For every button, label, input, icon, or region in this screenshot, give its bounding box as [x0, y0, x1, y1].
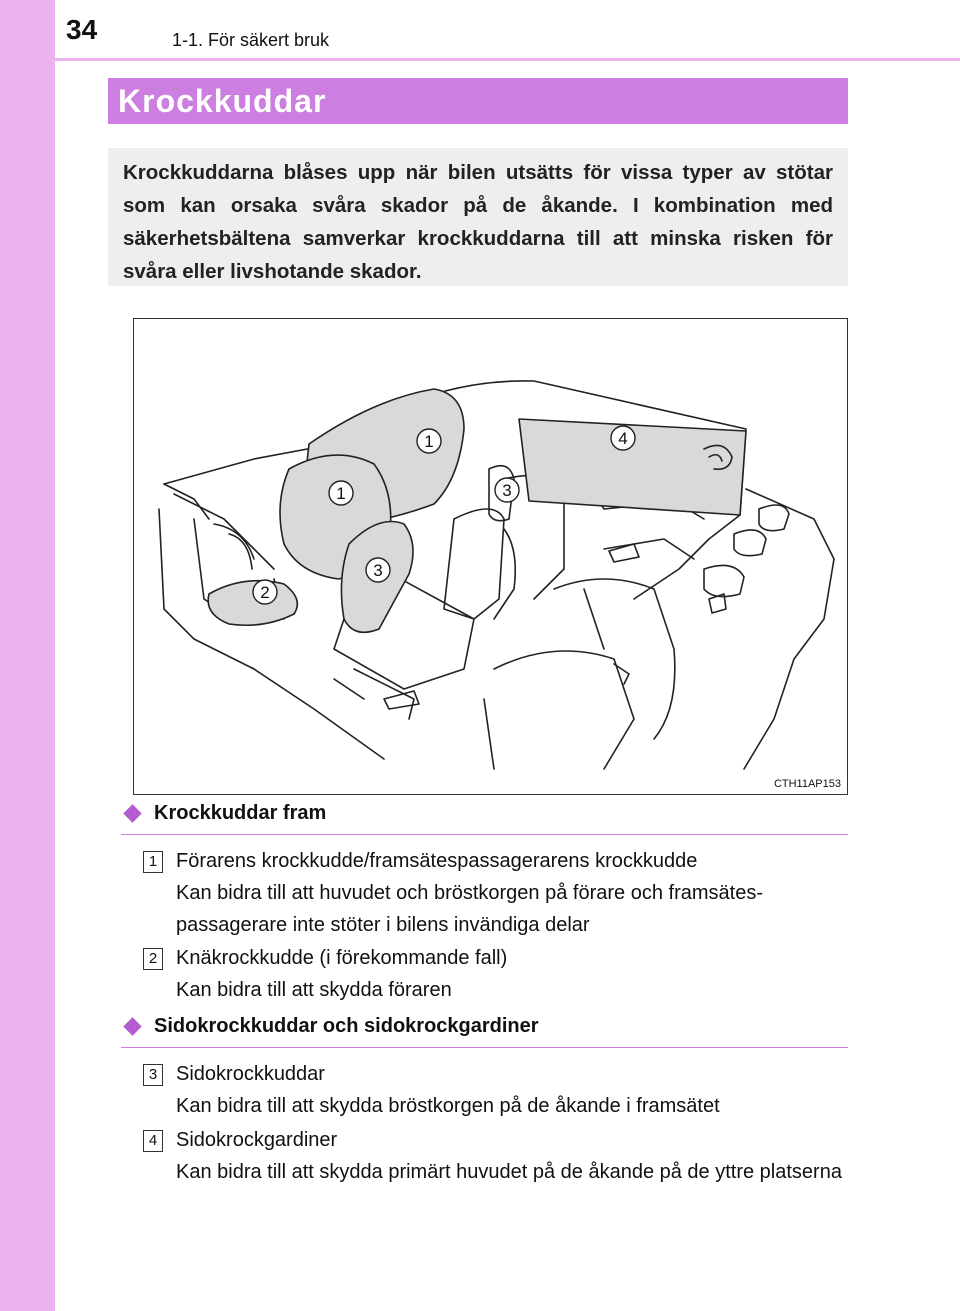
svg-text:3: 3	[373, 561, 383, 580]
subheading-title: Krockkuddar fram	[154, 802, 327, 824]
diamond-icon	[123, 1017, 141, 1035]
item-number-badge: 2	[143, 948, 163, 970]
svg-text:4: 4	[618, 429, 628, 448]
side-tab-strip	[0, 0, 55, 1311]
list-item	[176, 942, 856, 1006]
list-item	[176, 1124, 856, 1188]
item-number-badge: 1	[143, 851, 163, 873]
callout-1a	[417, 429, 441, 453]
section-breadcrumb: 1-1. För säkert bruk	[172, 30, 330, 50]
subheading-title: Sidokrockkuddar och sidokrockgardiner	[154, 1015, 539, 1037]
item-number-badge: 3	[143, 1064, 163, 1086]
subheading-side-airbags	[121, 1013, 848, 1048]
airbag-illustration	[133, 318, 848, 795]
item-description: Kan bidra till att skydda bröstkorgen på de åkande i framsätet	[176, 1095, 720, 1117]
svg-text:1: 1	[424, 432, 434, 451]
title-bar	[108, 78, 848, 124]
svg-text:3: 3	[502, 481, 512, 500]
callout-3b	[495, 478, 519, 502]
figure-code: CTH11AP153	[773, 778, 841, 790]
item-title: Förarens krockkudde/framsätespassagerarens krockkudde	[176, 850, 698, 872]
item-title: Knäkrockkudde (i förekommande fall)	[176, 947, 508, 969]
header-divider	[55, 58, 960, 61]
diamond-icon	[123, 804, 141, 822]
intro-text: Krockkuddarna blåses upp när bilen utsätts för vissa typer av stötar som kan orsaka svåra skador på de åkande. I kombination med säkerhetsbältena samverkar krockkuddarna till att minska risken för svåra eller livshotande skador.	[123, 161, 833, 283]
item-number-badge: 4	[143, 1130, 163, 1152]
subheading-front-airbags	[121, 800, 848, 835]
item-description: Kan bidra till att skydda föraren	[176, 979, 452, 1001]
page-title: Krockkuddar	[118, 83, 327, 119]
callout-3a	[366, 558, 390, 582]
page-number: 34	[66, 14, 98, 45]
item-title: Sidokrockkuddar	[176, 1063, 325, 1085]
list-item	[176, 845, 856, 941]
item-title: Sidokrockgardiner	[176, 1129, 338, 1151]
callout-1b	[329, 481, 353, 505]
svg-text:2: 2	[260, 583, 270, 602]
callout-4	[611, 426, 635, 450]
item-description: Kan bidra till att huvudet och bröstkorgen på förare och framsätes-passagerare inte stöter i bilens invändiga delar	[176, 882, 763, 936]
item-description: Kan bidra till att skydda primärt huvudet på de åkande på de yttre platserna	[176, 1161, 842, 1183]
car-interior-drawing	[134, 319, 846, 793]
intro-box	[108, 148, 848, 286]
list-item	[176, 1058, 856, 1122]
svg-text:1: 1	[336, 484, 346, 503]
callout-2	[253, 580, 277, 604]
